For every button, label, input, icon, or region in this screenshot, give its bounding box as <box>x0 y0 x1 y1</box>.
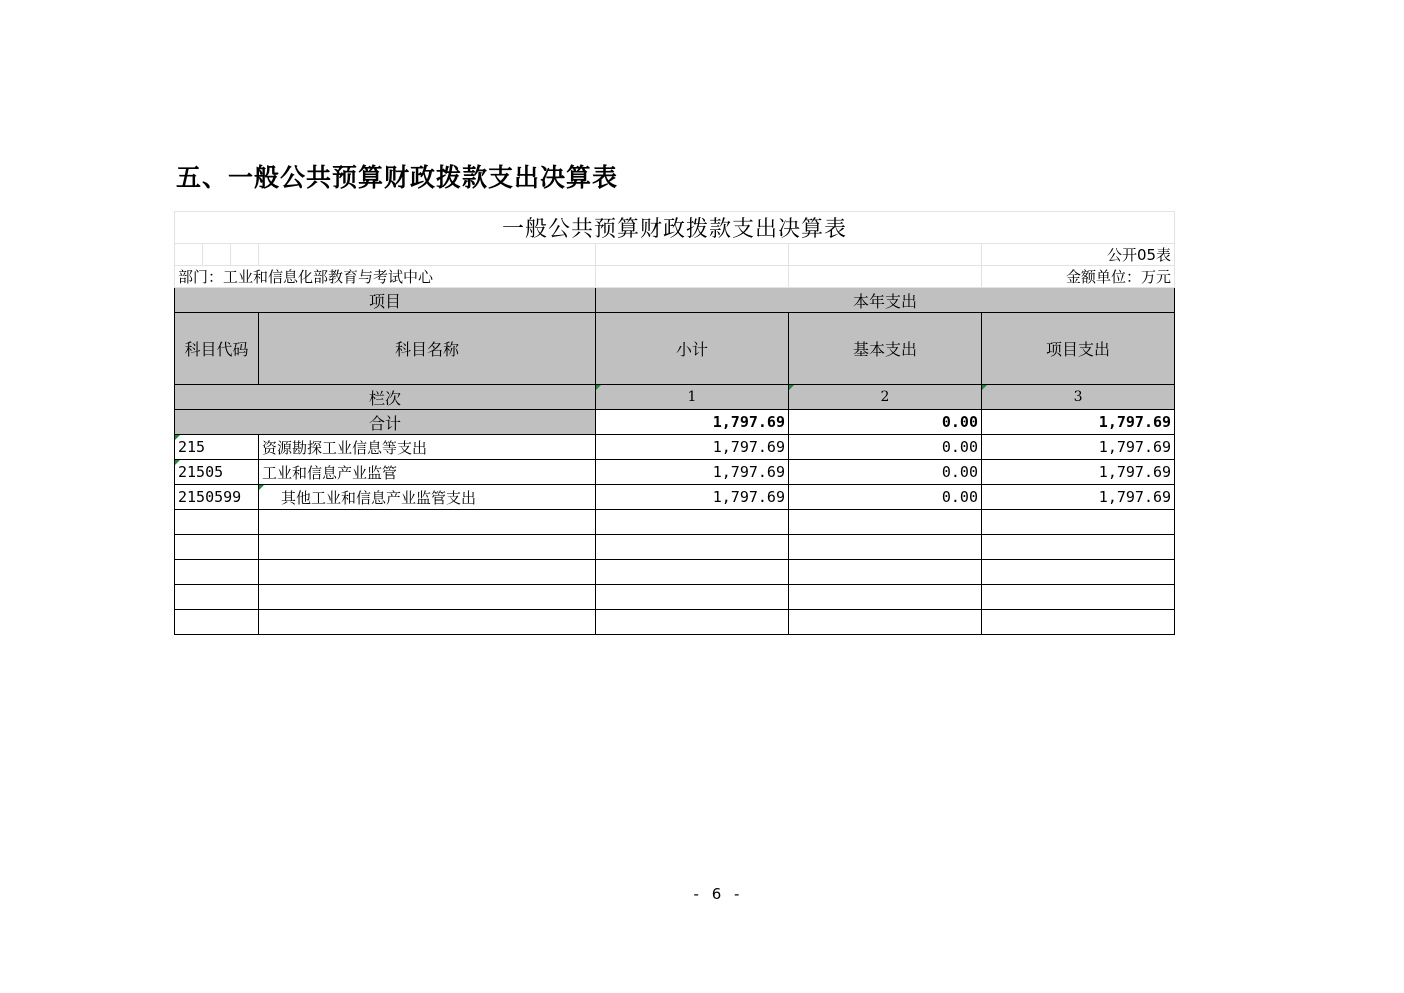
row-project-exp: 1,797.69 <box>982 485 1175 510</box>
row-subtotal: 1,797.69 <box>596 485 789 510</box>
total-basic: 0.00 <box>789 410 982 435</box>
empty-cell <box>596 610 789 635</box>
row-name: 工业和信息产业监管 <box>259 460 596 485</box>
row-name: 资源勘探工业信息等支出 <box>259 435 596 460</box>
table-row <box>175 435 1175 460</box>
header-project-exp: 项目支出 <box>982 313 1175 385</box>
blank-cell <box>596 266 789 288</box>
empty-cell <box>982 560 1175 585</box>
empty-cell <box>982 510 1175 535</box>
header-current-year: 本年支出 <box>596 288 1175 313</box>
form-number: 公开05表 <box>982 244 1175 266</box>
empty-cell <box>982 610 1175 635</box>
empty-cell <box>596 510 789 535</box>
row-subtotal: 1,797.69 <box>596 460 789 485</box>
empty-cell <box>259 585 596 610</box>
empty-cell <box>259 560 596 585</box>
header-name: 科目名称 <box>259 313 596 385</box>
table-row <box>175 485 1175 510</box>
expenditure-table <box>174 211 1175 635</box>
column-index-2: 2 <box>789 385 982 410</box>
row-basic: 0.00 <box>789 485 982 510</box>
total-label: 合计 <box>175 410 596 435</box>
empty-cell <box>596 560 789 585</box>
unit-label: 金额单位：万元 <box>982 266 1175 288</box>
empty-cell <box>596 585 789 610</box>
blank-cell <box>175 244 203 266</box>
row-name: 其他工业和信息产业监管支出 <box>259 485 596 510</box>
column-index-label: 栏次 <box>175 385 596 410</box>
blank-cell <box>789 266 982 288</box>
total-row <box>175 410 1175 435</box>
table-title: 一般公共预算财政拨款支出决算表 <box>175 212 1175 244</box>
empty-row <box>175 560 1175 585</box>
row-basic: 0.00 <box>789 460 982 485</box>
empty-cell <box>789 510 982 535</box>
empty-cell <box>789 610 982 635</box>
header-basic: 基本支出 <box>789 313 982 385</box>
row-basic: 0.00 <box>789 435 982 460</box>
total-subtotal: 1,797.69 <box>596 410 789 435</box>
empty-row <box>175 585 1175 610</box>
empty-cell <box>789 585 982 610</box>
empty-cell <box>982 535 1175 560</box>
page-number: - 6 - <box>693 885 744 903</box>
blank-cell <box>259 244 596 266</box>
budget-sheet <box>174 211 1174 635</box>
empty-cell <box>175 585 259 610</box>
header-code: 科目代码 <box>175 313 259 385</box>
empty-cell <box>175 560 259 585</box>
page-heading: 五、一般公共预算财政拨款支出决算表 <box>176 163 619 192</box>
row-code: 215 <box>175 435 259 460</box>
empty-cell <box>982 585 1175 610</box>
empty-cell <box>596 535 789 560</box>
empty-row <box>175 610 1175 635</box>
header-subtotal: 小计 <box>596 313 789 385</box>
column-index-1: 1 <box>596 385 789 410</box>
empty-cell <box>789 560 982 585</box>
empty-cell <box>259 535 596 560</box>
empty-cell <box>175 535 259 560</box>
blank-cell <box>231 244 259 266</box>
row-project-exp: 1,797.69 <box>982 435 1175 460</box>
table-row <box>175 460 1175 485</box>
header-project: 项目 <box>175 288 596 313</box>
total-project-exp: 1,797.69 <box>982 410 1175 435</box>
row-code: 2150599 <box>175 485 259 510</box>
empty-cell <box>175 510 259 535</box>
blank-cell <box>789 244 982 266</box>
empty-cell <box>259 610 596 635</box>
empty-row <box>175 510 1175 535</box>
blank-cell <box>596 244 789 266</box>
empty-cell <box>175 610 259 635</box>
row-subtotal: 1,797.69 <box>596 435 789 460</box>
column-index-3: 3 <box>982 385 1175 410</box>
blank-cell <box>203 244 231 266</box>
empty-cell <box>789 535 982 560</box>
empty-cell <box>259 510 596 535</box>
department-label: 部门：工业和信息化部教育与考试中心 <box>175 266 596 288</box>
empty-row <box>175 535 1175 560</box>
row-code: 21505 <box>175 460 259 485</box>
row-project-exp: 1,797.69 <box>982 460 1175 485</box>
